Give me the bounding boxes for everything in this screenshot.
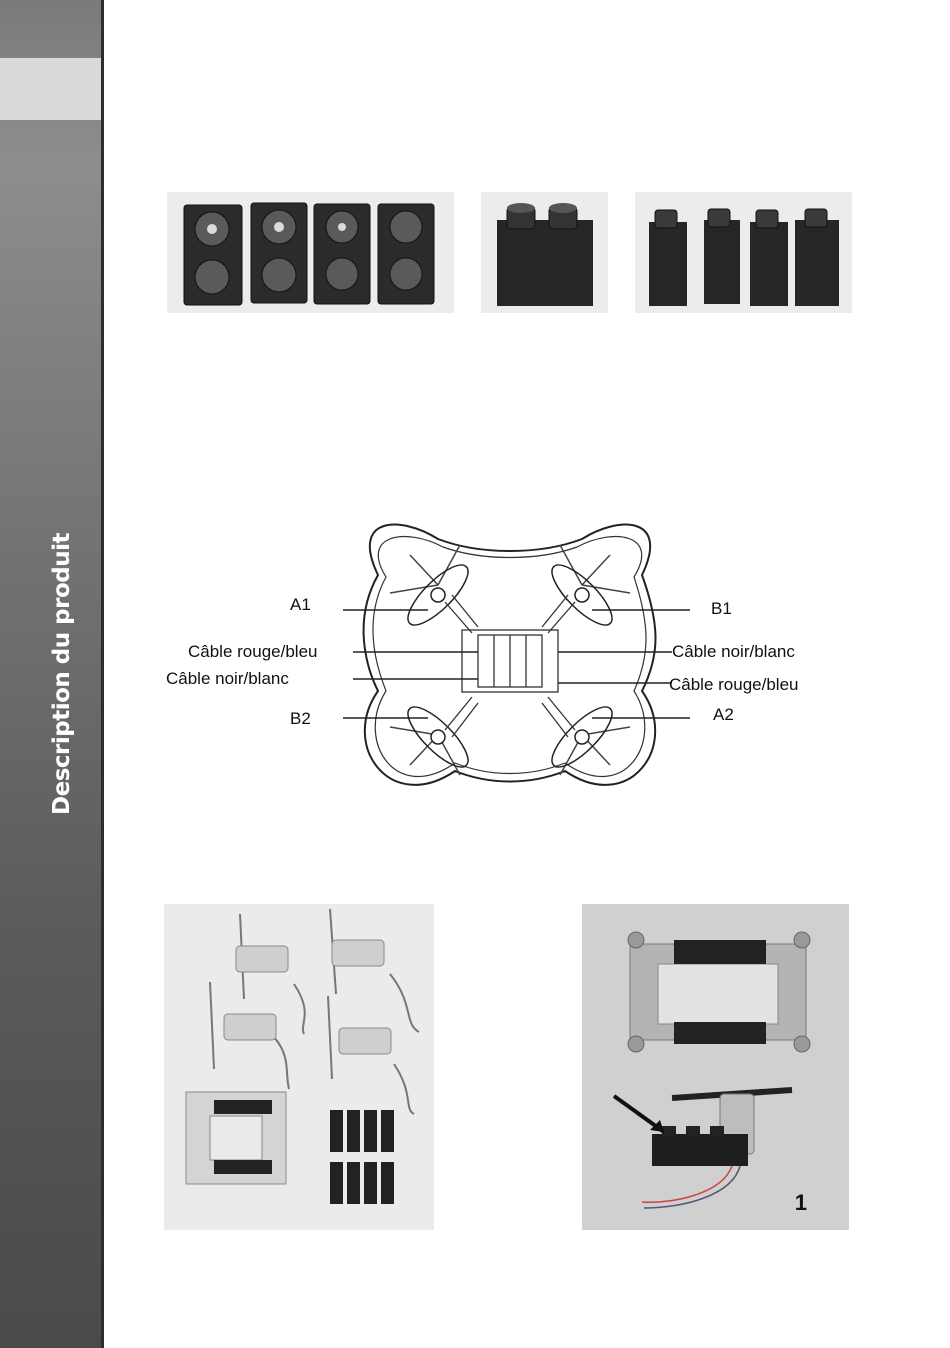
wiring-diagram <box>160 515 860 815</box>
photo-flat-bricks <box>167 192 454 313</box>
label-a2: A2 <box>713 705 734 724</box>
sidebar-tab <box>0 58 101 120</box>
step-number: 1 <box>794 1190 807 1215</box>
label-left-red-blue-cable: Câble rouge/bleu <box>188 642 318 661</box>
sidebar <box>0 0 101 1348</box>
photo-small-bricks <box>635 192 852 313</box>
label-right-black-white-cable: Câble noir/blanc <box>672 642 795 661</box>
label-b1: B1 <box>711 599 732 618</box>
label-right-red-blue-cable: Câble rouge/bleu <box>669 675 799 694</box>
sidebar-title: Description du produit <box>49 533 75 815</box>
photo-assembly-step <box>582 904 849 1230</box>
label-a1: A1 <box>290 595 311 614</box>
label-left-black-white-cable: Câble noir/blanc <box>166 669 289 688</box>
label-b2: B2 <box>290 709 311 728</box>
photo-tall-brick <box>481 192 608 313</box>
sidebar-edge <box>101 0 104 1348</box>
photo-parts-layout <box>164 904 434 1230</box>
